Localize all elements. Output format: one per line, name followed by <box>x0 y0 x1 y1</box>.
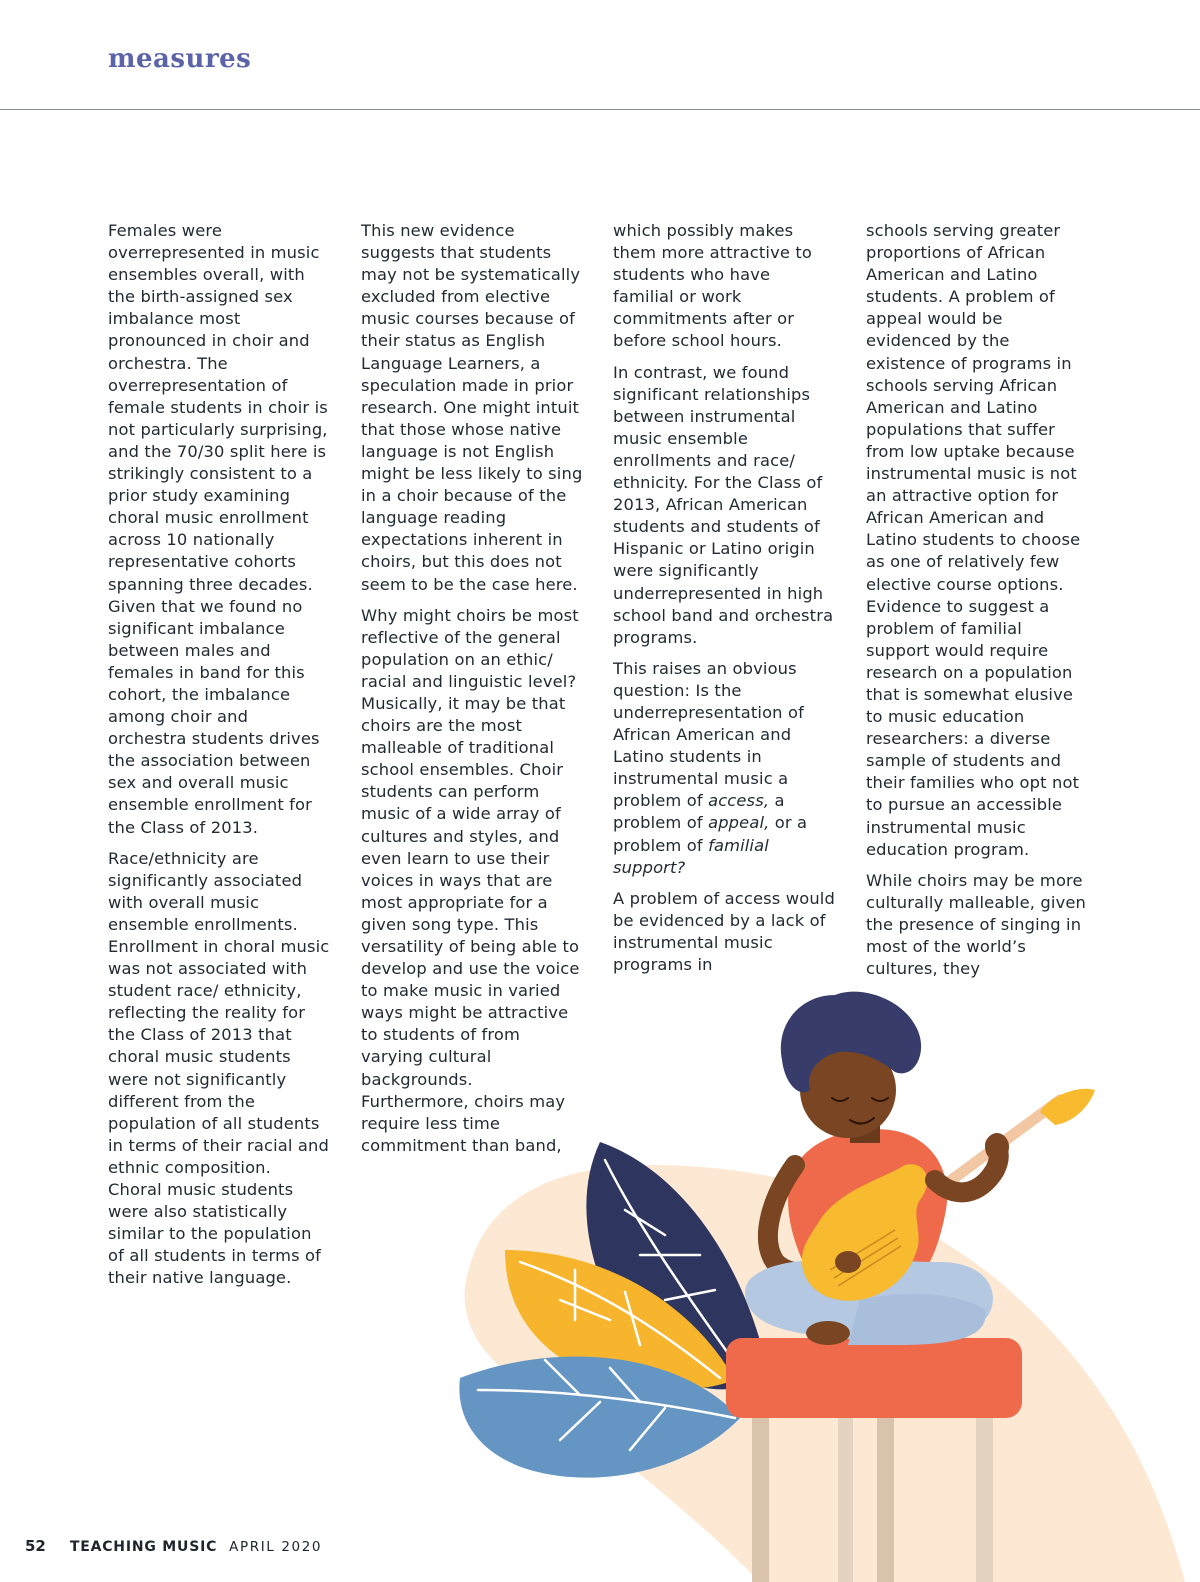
header-rule <box>0 109 1200 110</box>
paragraph: Females were overrepresented in music ensembles overall, with the birth-assigned sex imbalance most pronounced in choir and orchestra. The overrepresentation of female students in choir is not particularly surprising, and the 70/30 split here is strikingly consistent to a prior study examining choral music enrollment across 10 nationally representative cohorts spanning three decades. Given that we found no significant imbalance between males and females in band for this cohort, the imbalance among choir and orchestra students drives the association between sex and overall music ensemble enrollment for the Class of 2013. <box>108 221 328 837</box>
ottoman <box>726 1338 1022 1418</box>
page-footer <box>25 1537 322 1555</box>
hair <box>781 992 921 1093</box>
shirt <box>788 1129 947 1295</box>
text-run: a problem of <box>613 791 785 833</box>
paragraph: Race/ethnicity are significantly associated with overall music ensemble enrollments. Enrollment in choral music was not associated with student race/ ethnicity, reflecting the reality for the Class of 2013 that choral music students were not significantly different from the population of all students in terms of their racial and ethnic composition. Choral music students were also statistically similar to the population of all students in terms of their native language. <box>108 848 330 1288</box>
hand-left <box>835 1251 861 1273</box>
backdrop-shape <box>465 1165 1185 1582</box>
ottoman-leg <box>752 1405 769 1582</box>
text-column-4 <box>866 220 1088 989</box>
text-column-2 <box>361 220 583 1166</box>
paragraph: This new evidence suggests that students may not be systematically excluded from elective music courses because of their status as English Language Learners, a speculation made in prior research. One might intuit that those whose native language is not English might be less likely to sing in a choir because of the language reading expectations inherent in choirs, but this does not seem to be the case here. <box>361 221 583 594</box>
text-column-3 <box>613 220 835 985</box>
arm-left <box>768 1165 845 1273</box>
guitar-body <box>802 1164 927 1301</box>
ottoman-leg <box>877 1405 894 1582</box>
pants <box>745 1259 993 1342</box>
ottoman-leg <box>976 1405 993 1582</box>
blue-leaf <box>459 1357 740 1478</box>
guitar-head <box>1040 1089 1095 1125</box>
arm-right <box>935 1145 999 1192</box>
issue-date: APRIL 2020 <box>229 1539 323 1555</box>
paragraph: which possibly makes them more attractive to students who have familial or work commitments after or before school hours. <box>613 221 812 351</box>
yellow-leaf <box>505 1250 735 1390</box>
italic-term: appeal, <box>708 813 770 833</box>
guitar-neck <box>870 1100 1060 1240</box>
pants-shin <box>848 1294 986 1345</box>
paragraph: In contrast, we found significant relationships between instrumental music ensemble enrollments and race/ ethnicity. For the Class of 2013, African American students and students of Hispanic or Latino origin were significantly underrepresented in high school band and orchestra programs. <box>613 362 834 647</box>
italic-term: access, <box>708 791 770 811</box>
foot <box>806 1321 850 1345</box>
text-run: or a problem of <box>613 813 808 855</box>
ottoman-leg <box>838 1405 853 1582</box>
text-run: This raises an obvious question: Is the underrepresentation of African American and Latino students in instrumental music a problem of <box>613 658 804 811</box>
face <box>800 1042 896 1138</box>
paragraph: A problem of access would be evidenced by a lack of instrumental music programs in <box>613 888 835 974</box>
hand-right <box>985 1133 1009 1161</box>
section-label: measures <box>108 44 252 74</box>
text-column-1 <box>108 220 330 1299</box>
paragraph: While choirs may be more culturally malleable, given the presence of singing in most of the world’s cultures, they <box>866 870 1087 979</box>
magazine-title: TEACHING MUSIC <box>69 1539 218 1555</box>
paragraph <box>613 658 835 879</box>
paragraph: schools serving greater proportions of African American and Latino students. A problem of appeal would be evidenced by the existence of programs in schools serving African American and Latino populations that suffer from low uptake because instrumental music is not an attractive option for African American and Latino students to choose as one of relatively few elective course options. Evidence to suggest a problem of familial support would require research on a population that is somewhat elusive to music education researchers: a diverse sample of students and their families who opt not to pursue an accessible instrumental music education program. <box>866 221 1081 859</box>
page-number: 52 <box>25 1537 46 1555</box>
italic-term: familial support? <box>613 835 769 877</box>
navy-leaf <box>586 1142 770 1389</box>
paragraph: Why might choirs be most reflective of the general population on an ethic/ racial and linguistic level? Musically, it may be that choirs are the most malleable of traditional school ensembles. Choir students can perform music of a wide array of cultures and styles, and even learn to use their voices in ways that are most appropriate for a given song type. This versatility of being able to develop and use the voice to make music in varied ways might be attractive to students of from varying cultural backgrounds. Furthermore, choirs may require less time commitment than band, <box>361 605 580 1155</box>
